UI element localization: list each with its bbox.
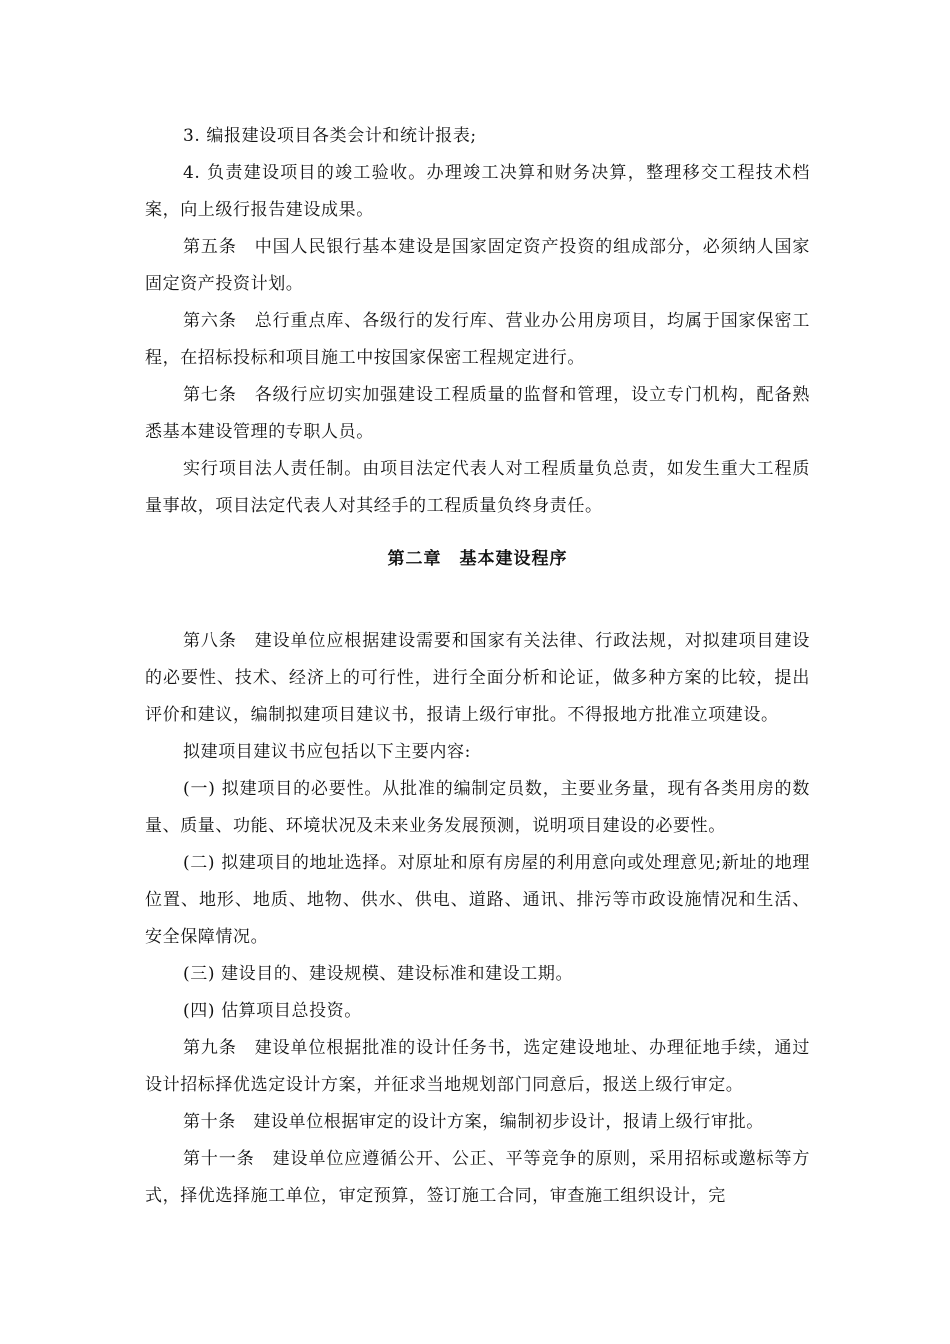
paragraph-article-11: 第十一条 建设单位应遵循公开、公正、平等竞争的原则，采用招标或邀标等方式，择优选择施工单位，审定预算，签订施工合同，审查施工组织设计，完 [145, 1149, 810, 1206]
paragraph-article-6: 第六条 总行重点库、各级行的发行库、营业办公用房项目，均属于国家保密工程，在招标投标和项目施工中按国家保密工程规定进行。 [145, 311, 810, 368]
paragraph-legal-person: 实行项目法人责任制。由项目法定代表人对工程质量负总责，如发生重大工程质量事故，项目法定代表人对其经手的工程质量负终身责任。 [145, 459, 810, 516]
document-page [145, 118, 810, 1215]
paragraph-article-5: 第五条 中国人民银行基本建设是国家固定资产投资的组成部分，必须纳人国家固定资产投资计划。 [145, 237, 810, 294]
paragraph-item-3: 3. 编报建设项目各类会计和统计报表; [183, 126, 477, 146]
chapter-title: 第二章 基本建设程序 [387, 549, 568, 569]
paragraph-article-8: 第八条 建设单位应根据建设需要和国家有关法律、行政法规，对拟建项目建设的必要性、技术、经济上的可行性，进行全面分析和论证，做多种方案的比较，提出评价和建议，编制拟建项目建议书，报请上级行审批。不得报地方批准立项建设。 [145, 631, 810, 725]
paragraph-item-investment: (四) 估算项目总投资。 [183, 1001, 362, 1021]
paragraph-item-4: 4. 负责建设项目的竣工验收。办理竣工决算和财务决算，整理移交工程技术档案，向上级行报告建设成果。 [145, 163, 810, 220]
paragraph-article-9: 第九条 建设单位根据批准的设计任务书，选定建设地址、办理征地手续，通过设计招标择优选定设计方案，并征求当地规划部门同意后，报送上级行审定。 [145, 1038, 810, 1095]
paragraph-article-10: 第十条 建设单位根据审定的设计方案，编制初步设计，报请上级行审批。 [183, 1112, 764, 1132]
paragraph-proposal-contents: 拟建项目建议书应包括以下主要内容: [183, 742, 471, 762]
paragraph-article-7: 第七条 各级行应切实加强建设工程质量的监督和管理，设立专门机构，配备熟悉基本建设管理的专职人员。 [145, 385, 810, 442]
paragraph-item-necessity: (一) 拟建项目的必要性。从批准的编制定员数，主要业务量，现有各类用房的数量、质量、功能、环境状况及未来业务发展预测，说明项目建设的必要性。 [145, 779, 810, 836]
paragraph-item-site: (二) 拟建项目的地址选择。对原址和原有房屋的利用意向或处理意见;新址的地理位置、地形、地质、地物、供水、供电、道路、通讯、排污等市政设施情况和生活、安全保障情况。 [145, 853, 810, 947]
paragraph-item-purpose: (三) 建设目的、建设规模、建设标准和建设工期。 [183, 964, 574, 984]
